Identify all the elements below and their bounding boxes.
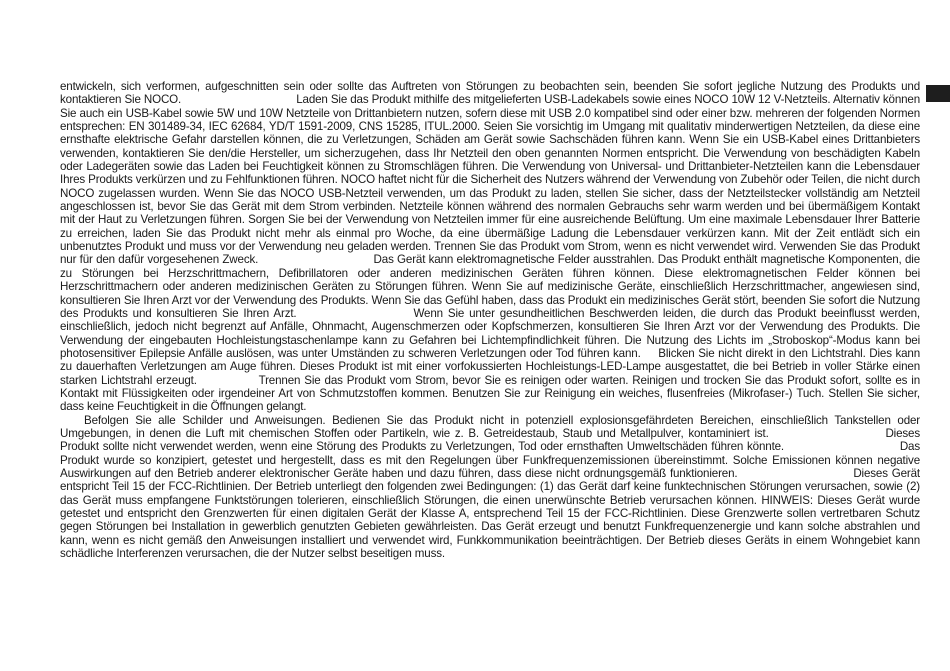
text-segment-light: Blicken Sie nicht direkt in den Lichtstrahl. Dies kann zu dauerhaften Verletzungen am Auge führen. Dieses Produkt ist mit einer vorfokussierten Hochleistungs-LED-Lampe ausgestattet, die bei Betrieb in voller Stärke einen starken Lichtstrahl erzeugt. [60, 346, 920, 387]
text-segment-rf-emissions: Das Produkt wurde so konzipiert, getestet und hergestellt, dass es mit den Regelungen über Funkfrequenzemissionen übereinstimmt. Solche Emissionen können negative Auswirkungen auf den Betrieb anderer elektronischer Geräte haben und dazu führen, dass diese nicht ordnungsgemäß funktionieren. [60, 440, 920, 480]
text-segment-health: Wenn Sie unter gesundheitlichen Beschwerden leiden, die durch das Produkt beeinflusst werden, einschließlich, jedoch nicht begrenzt auf Anfälle, Ohnmacht, Augenschmerzen oder Kopfschmerzen, konsultieren Sie Ihren Arzt vor der Verwendung des Produkts. Die Verwendung der eingebauten Hochleistungstaschenlampe kann zu Gefahren bei Lichtempfindlichkeit führen. Die Nutzung des Lichts im „Stroboskop“-Modus kann bei photosensitiver Epilepsie Anfälle auslösen, was unter Umständen zu schweren Verletzungen oder Tod führen kann. [60, 306, 920, 360]
text-segment-magnetic: Das Gerät kann elektromagnetische Felder ausstrahlen. Das Produkt enthält magnetische Komponenten, die zu Störungen bei Herzschrittmachern, Defibrillatoren oder anderen medizinischen Geräten führen können. Diese elektromagnetischen Felder können bei Herzschrittmachern oder anderen medizinischen Geräten zu Störungen führen. Wenn Sie auf medizinische Geräte, einschließlich Herzschrittmacher, angewiesen sind, konsultieren Sie Ihren Arzt vor der Verwendung des Produkts. Wenn Sie das Gefühl haben, dass das Produkt ein medizinisches Gerät stört, beenden Sie sofort die Nutzung des Produkts und konsultieren Sie Ihren Arzt. [60, 253, 920, 320]
text-segment-critical-use: Dieses Produkt sollte nicht verwendet werden, wenn eine Störung des Produkts zu Verletzungen, Tod oder ernsthaften Umweltschäden führen könnte. [60, 426, 920, 454]
body-paragraph [60, 80, 920, 414]
text-segment-overheat: entwickeln, sich verformen, aufgeschnitten sein oder sollte das Auftreten von Störungen zu beobachten sein, beenden Sie sofort jegliche Nutzung des Produkts und kontaktieren Sie NOCO. [60, 80, 920, 107]
page-edge-tab [926, 85, 950, 102]
text-segment-explosive: Befolgen Sie alle Schilder und Anweisungen. Bedienen Sie das Produkt nicht in potenziell explosionsgefährdeten Bereichen, einschließlich Tankstellen oder Umgebungen, in denen die Luft mit chemischen Stoffen oder Partikeln, wie z. B. Getreidestaub, Staub und Metallpulver, kontaminiert ist. [60, 413, 920, 440]
text-segment-cleaning: Trennen Sie das Produkt vom Strom, bevor Sie es reinigen oder warten. Reinigen und trocken Sie das Produkt sofort, sollte es in Kontakt mit Flüssigkeiten oder irgendeiner Art von Schmutzstoffen kommen. Benutzen Sie zur Reinigung ein weiches, flusenfreies (Mikrofaser-) Tuch. Stellen Sie sicher, dass keine Feuchtigkeit in die Öffnungen gelangt. [60, 373, 920, 414]
text-segment-charging: Laden Sie das Produkt mithilfe des mitgelieferten USB-Ladekabels sowie eines NOCO 10W 12 V-Netzteils. Alternativ können Sie auch ein USB-Kabel sowie 5W und 10W Netzteile von Drittanbietern nutzen, sofern diese mit USB 2.0 kompatibel sind oder einer bzw. mehreren der folgenden Normen entsprechen: EN 301489-34, IEC 62684, YD/T 1591-2009, CNS 15285, ITUL.2000. Seien Sie vorsichtig im Umgang mit qualitativ minderwertigen Netzteilen, da diese eine ernsthafte elektrische Gefahr darstellen können, die zu Verletzungen, Schäden am Gerät sowie Sachschäden führen kann. Wenn Sie ein USB-Kabel eines Drittanbieters verwenden, kontaktieren Sie den/die Hersteller, um sicherzugehen, dass Ihr Netzteil den oben genannten Normen entspricht. Die Verwendung von beschädigten Kabeln oder Ladegeräten sowie das Laden bei Feuchtigkeit können zu Stromschlägen führen. Die Verwendung von Universal- und Drittanbieter-Netzteilen kann die Lebensdauer Ihres Produkts verkürzen und zu Fehlfunktionen führen. NOCO haftet nicht für die Sicherheit des Nutzers während der Verwendung von Zubehör oder Teilen, die nicht durch NOCO zugelassen wurden. Wenn Sie das NOCO USB-Netzteil verwenden, um das Produkt zu laden, stellen Sie sicher, dass der Netzteilstecker vollständig am Netzteil angeschlossen ist, bevor Sie das Gerät mit dem Strom verbinden. Netzteile können während des normalen Gebrauchs sehr warm werden und bei übermäßigem Kontakt mit der Haut zu Verletzungen führen. Sorgen Sie bei der Verwendung von Netzteilen immer für eine ausreichende Belüftung. Um eine maximale Lebensdauer Ihrer Batterie zu erreichen, laden Sie das Produkt nicht mehr als einmal pro Woche, da eine übermäßige Ladung die Lebensdauer verkürzen kann. Mit der Zeit entlädt sich ein unbenutztes Produkt und muss vor der Verwendung neu geladen werden. Trennen Sie das Produkt vom Strom, wenn es nicht verwendet wird. Verwenden Sie das Produkt nur für den dafür vorgesehenen Zweck. [60, 93, 921, 267]
text-segment-fcc: Dieses Gerät entspricht Teil 15 der FCC-Richtlinien. Der Betrieb unterliegt den folgenden zwei Bedingungen: (1) das Gerät darf keine funktechnischen Störungen verursachen, sowie (2) das Gerät muss empfangene Funktstörungen tolerieren, einschließlich Störungen, die einen unerwünschte Betrieb verursachen können. HINWEIS: Dieses Gerät wurde getestet und entspricht den Grenzwerten für einen digitalen Gerät der Klasse A, entsprechend Teil 15 der FCC-Richtlinien. Diese Grenzwerte sollen vertretbaren Schutz gegen Störungen bei Installation in gewerblich genutzten Gebieten gewährleisten. Das Gerät erzeugt und benutzt Funkfrequenzenergie und kann solche abstrahlen und kann, wenn es nicht gemäß den Anweisungen installiert und verwendet wird, Funkkommunikation beeinträchtigen. Der Betrieb dieses Geräts in einem Wohngebiet kann schädliche Interferenzen verursachen, die der Nutzer selbst beseitigen muss. [60, 466, 920, 561]
document-body [60, 80, 920, 560]
body-paragraph [60, 414, 920, 561]
